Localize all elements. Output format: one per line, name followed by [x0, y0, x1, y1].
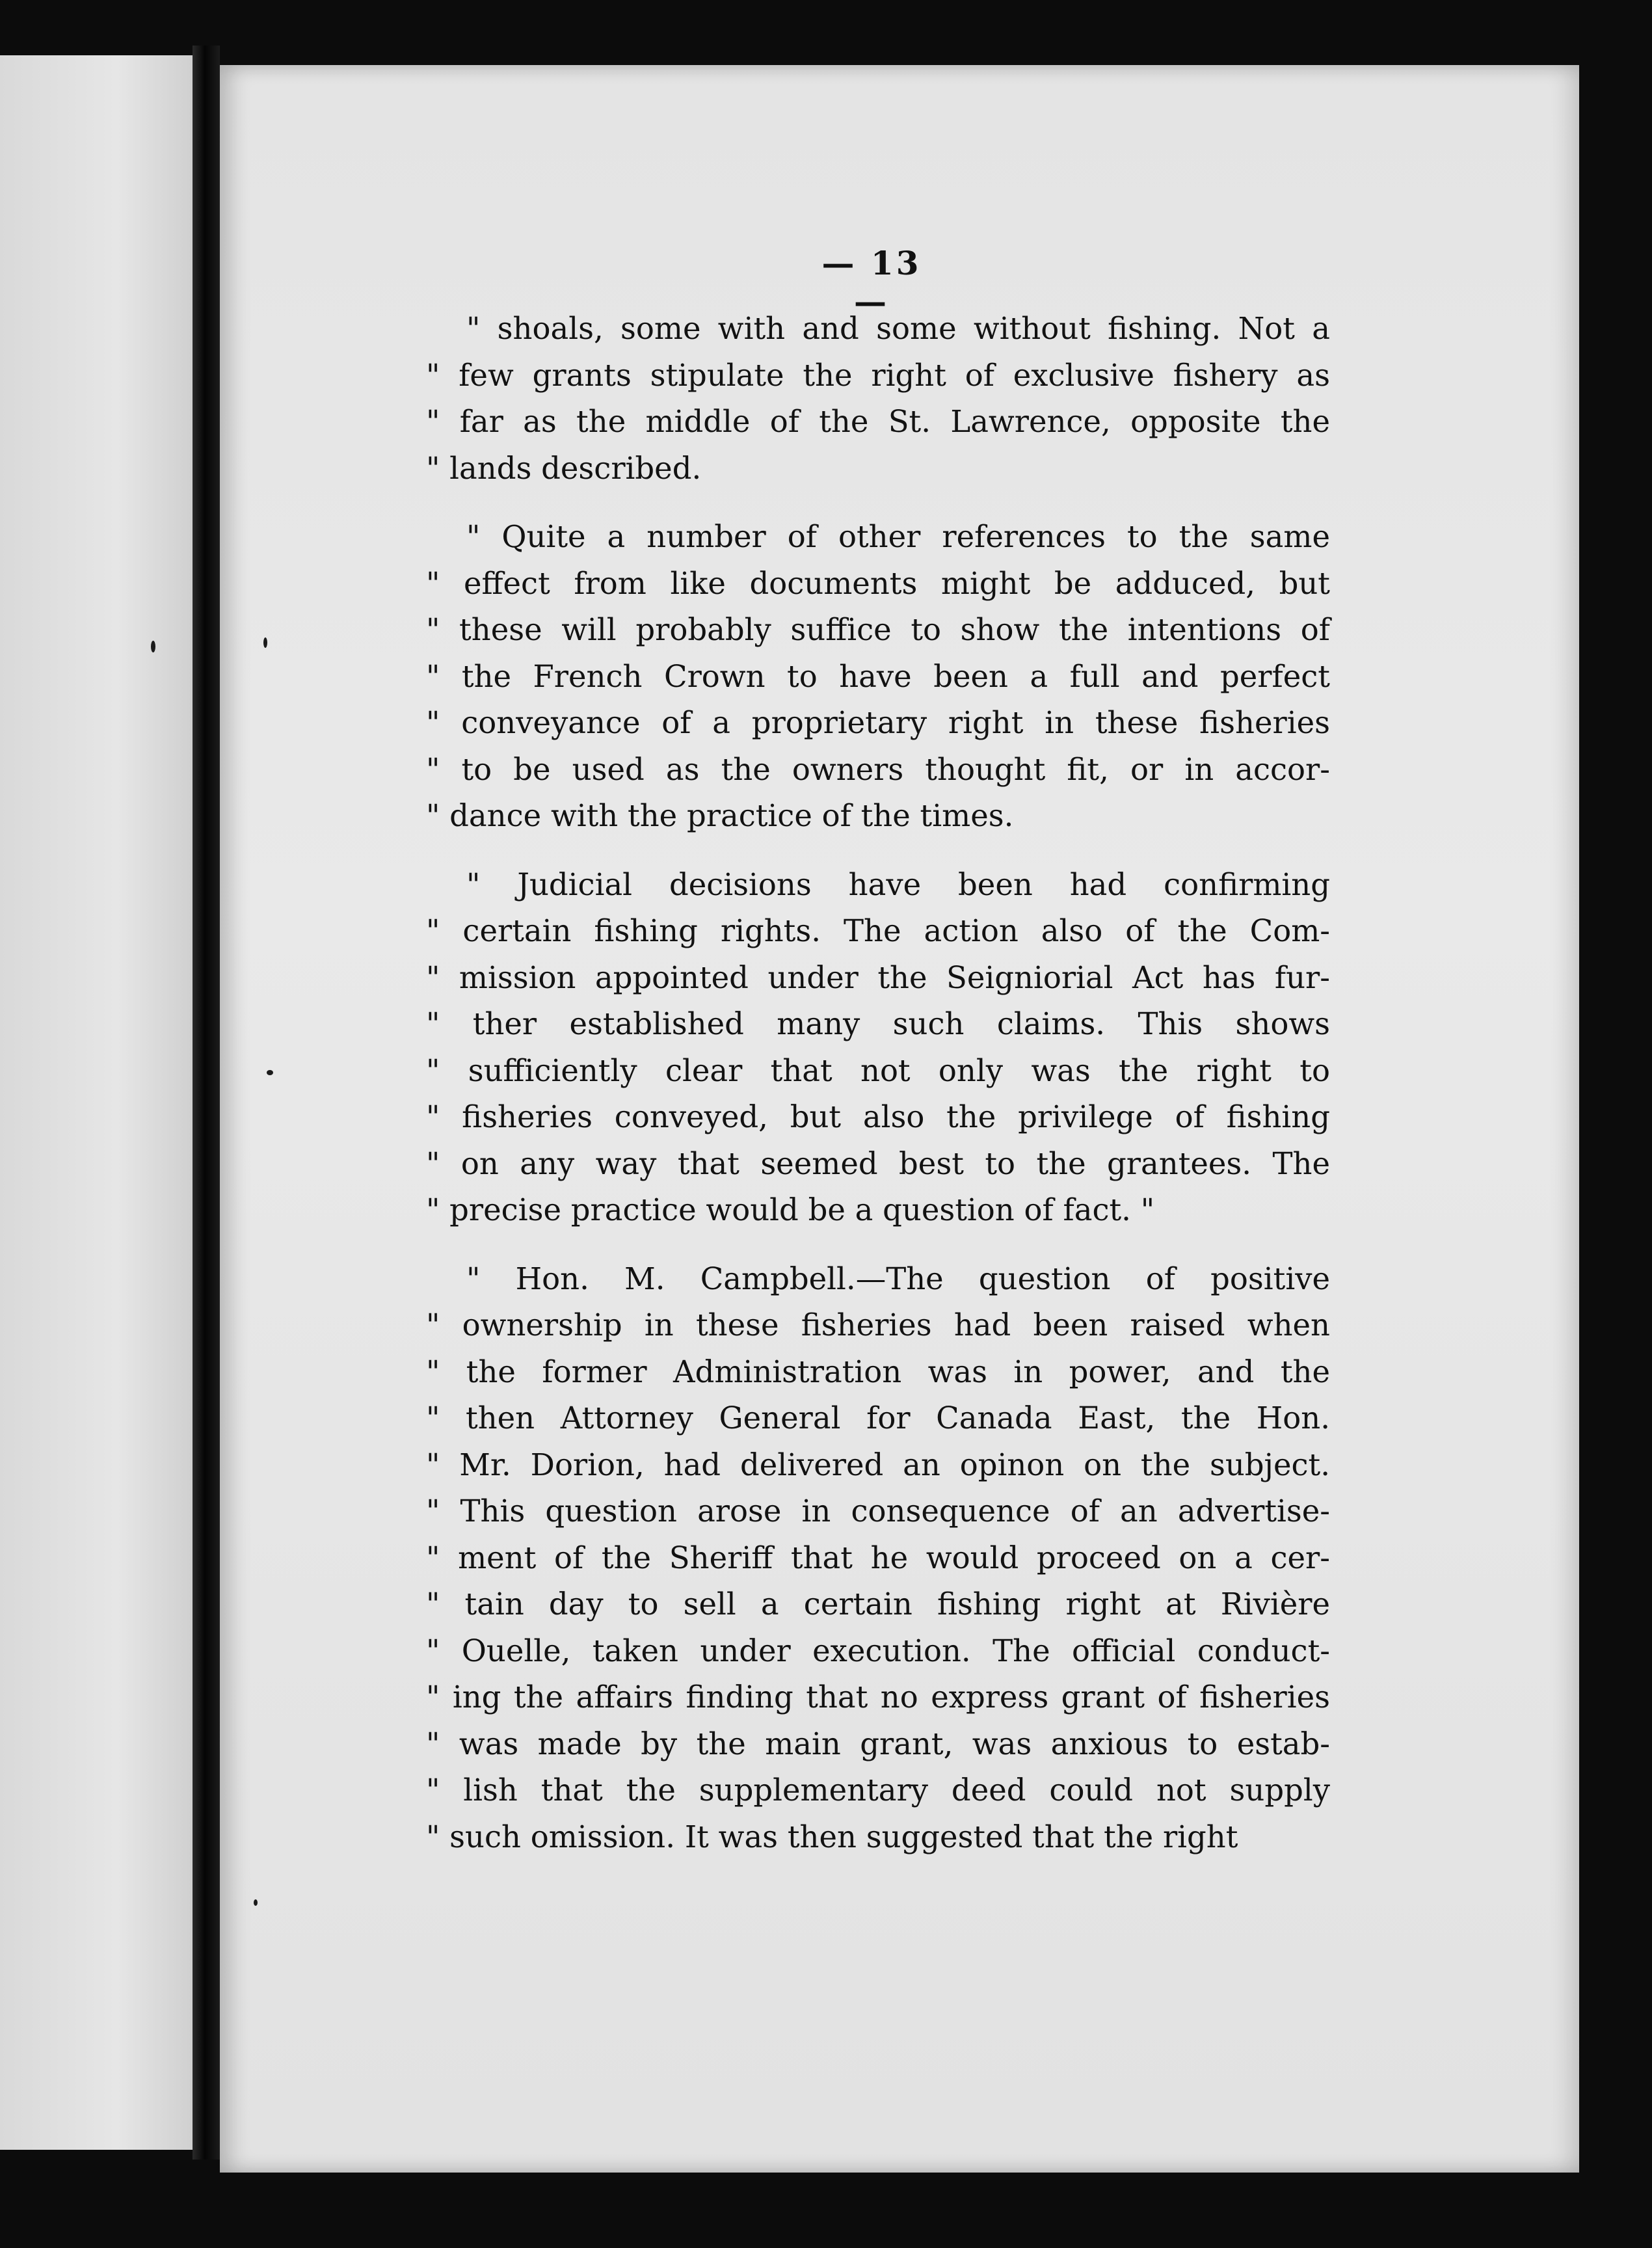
- scan-speck: [263, 637, 267, 648]
- body-text: [426, 306, 1330, 1882]
- text-line: " ment of the Sheriff that he would proceed on a cer-: [426, 1540, 1330, 1575]
- text-line: " mission appointed under the Seigniorial Act has fur-: [426, 959, 1330, 995]
- scan-speck: [151, 641, 155, 652]
- text-line: " lands described.: [426, 450, 702, 486]
- text-line: " fisheries conveyed, but also the privilege of fishing: [426, 1099, 1330, 1134]
- text-line: " to be used as the owners thought fit, or in accor-: [426, 751, 1330, 787]
- text-line: " sufficiently clear that not only was the right to: [426, 1052, 1330, 1088]
- text-line: " on any way that seemed best to the grantees. The: [426, 1145, 1330, 1181]
- paragraph: [426, 1256, 1330, 1861]
- text-line: " This question arose in consequence of an advertise-: [426, 1493, 1330, 1529]
- paragraph: [426, 862, 1330, 1234]
- text-line: " ing the affairs finding that no express grant of fisheries: [426, 1679, 1330, 1715]
- text-line: " such omission. It was then suggested that the right: [426, 1819, 1238, 1854]
- text-line: " Judicial decisions have been had confirming: [466, 866, 1330, 902]
- scan-speck: [267, 1070, 273, 1075]
- text-line: " ther established many such claims. This shows: [426, 1006, 1330, 1041]
- facing-page-edge: [0, 55, 195, 2150]
- text-line: " precise practice would be a question of fact. ": [426, 1192, 1155, 1227]
- text-line: " far as the middle of the St. Lawrence, opposite the: [426, 404, 1330, 439]
- text-line: " lish that the supplementary deed could not supply: [426, 1773, 1330, 1808]
- text-line: " then Attorney General for Canada East, the Hon.: [426, 1400, 1330, 1436]
- paragraph: [426, 306, 1330, 492]
- text-line: " certain fishing rights. The action also of the Com-: [426, 913, 1330, 948]
- text-line: " the former Administration was in power, and the: [426, 1354, 1330, 1389]
- text-line: " these will probably suffice to show the intentions of: [426, 612, 1330, 647]
- text-line: " shoals, some with and some without fishing. Not a: [466, 311, 1330, 346]
- text-line: " Mr. Dorion, had delivered an opinon on the subject.: [426, 1447, 1330, 1482]
- text-line: " few grants stipulate the right of exclusive fishery as: [426, 357, 1330, 393]
- text-line: " conveyance of a proprietary right in these fisheries: [426, 705, 1330, 740]
- text-line: " Hon. M. Campbell.—The question of positive: [466, 1261, 1330, 1296]
- text-line: " Ouelle, taken under execution. The official conduct-: [426, 1633, 1330, 1668]
- text-line: " was made by the main grant, was anxious to estab-: [426, 1726, 1330, 1761]
- page-number: — 13 —: [821, 244, 922, 321]
- text-line: " Quite a number of other references to the same: [466, 519, 1330, 554]
- book-gutter: [193, 46, 220, 2160]
- text-line: " dance with the practice of the times.: [426, 798, 1014, 833]
- text-line: " effect from like documents might be adduced, but: [426, 565, 1330, 601]
- text-line: " ownership in these fisheries had been raised when: [426, 1307, 1330, 1343]
- scan-speck: [254, 1899, 258, 1906]
- text-line: " the French Crown to have been a full and perfect: [426, 658, 1330, 694]
- text-line: " tain day to sell a certain fishing right at Rivière: [426, 1586, 1330, 1622]
- paragraph: [426, 514, 1330, 840]
